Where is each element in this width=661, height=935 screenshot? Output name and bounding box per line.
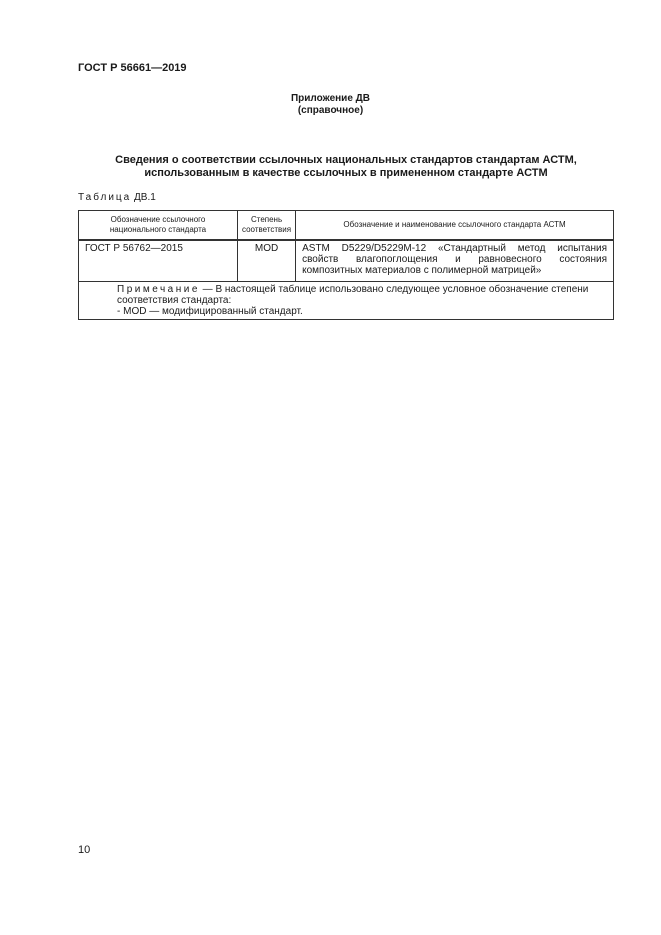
column-header-degree: Степень соответствия bbox=[238, 211, 296, 241]
table-row bbox=[79, 240, 614, 281]
table-caption-word: Таблица bbox=[78, 192, 132, 203]
annex-block bbox=[0, 93, 661, 117]
table-header-row bbox=[79, 211, 614, 241]
table-caption bbox=[78, 192, 156, 203]
correspondence-table bbox=[78, 210, 614, 320]
column-header-astm: Обозначение и наименование ссылочного стандарта АСТМ bbox=[296, 211, 614, 241]
column-header-national: Обозначение ссылочного национального стандарта bbox=[79, 211, 238, 241]
section-heading-line-1: Сведения о соответствии ссылочных национальных стандартов стандартам АСТМ, bbox=[115, 154, 577, 166]
page-number: 10 bbox=[78, 844, 91, 856]
section-heading bbox=[78, 154, 614, 180]
note-body: — В настоящей таблице использовано следующее условное обозначение степени соответствия стандарта: bbox=[117, 283, 589, 306]
annex-title: Приложение ДВ bbox=[290, 93, 371, 104]
annex-subtitle: (справочное) bbox=[297, 105, 364, 116]
table-caption-number: ДВ.1 bbox=[134, 192, 156, 203]
document-id: ГОСТ Р 56661—2019 bbox=[78, 62, 187, 74]
table-note-row bbox=[79, 281, 614, 319]
note-label: Примечание bbox=[117, 283, 200, 295]
table-note bbox=[79, 281, 614, 319]
cell-national-standard: ГОСТ Р 56762—2015 bbox=[79, 240, 238, 281]
section-heading-line-2: использованным в качестве ссылочных в примененном стандарте АСТМ bbox=[144, 167, 548, 179]
note-item: - MOD — модифицированный стандарт. bbox=[117, 305, 303, 317]
cell-degree: MOD bbox=[238, 240, 296, 281]
cell-astm-standard: ASTM D5229/D5229M-12 «Стандартный метод испытания свойств влагопоглощения и равновесного состояния композитных материалов с полимерной матрицей» bbox=[296, 240, 614, 281]
note-text bbox=[85, 284, 607, 306]
